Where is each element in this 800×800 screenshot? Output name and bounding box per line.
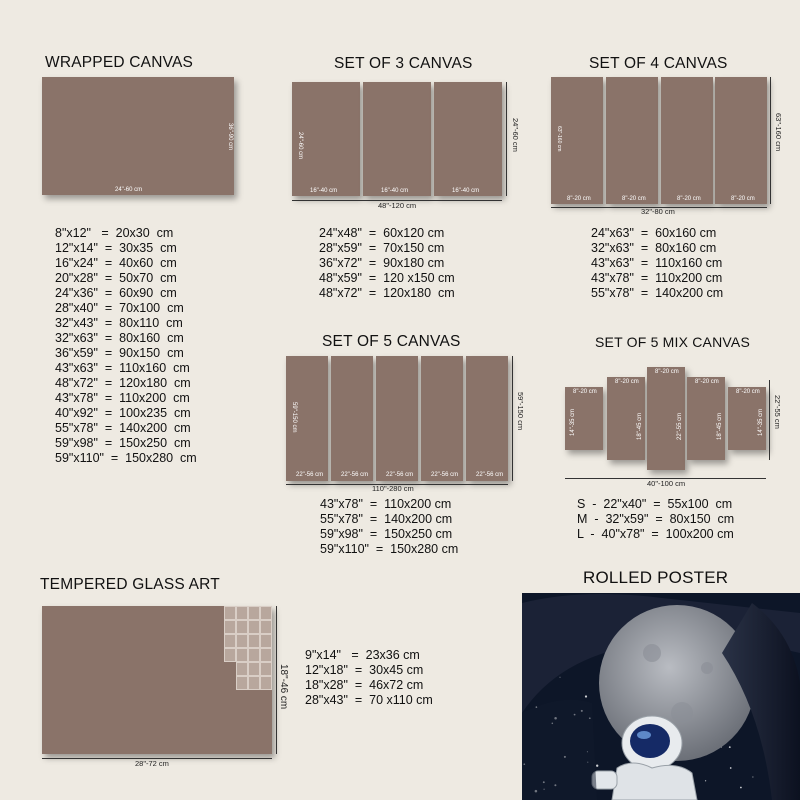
size-row: 24"x48" = 60x120 cm bbox=[319, 226, 445, 240]
size-row: 28"x40" = 70x100 cm bbox=[55, 301, 184, 315]
size-row: 28"x59" = 70x150 cm bbox=[319, 241, 445, 255]
set4-panel-label-1: 8"-20 cm bbox=[567, 196, 591, 202]
size-row: 55"x78" = 140x200 cm bbox=[591, 286, 724, 300]
glass-reflection-cell bbox=[260, 662, 272, 676]
star bbox=[560, 677, 561, 678]
size-row: 40"x92" = 100x235 cm bbox=[55, 406, 191, 420]
glass-reflection-cell bbox=[260, 648, 272, 662]
set4-size-list bbox=[591, 226, 723, 301]
size-row: 24"x36" = 60x90 cm bbox=[55, 286, 177, 300]
glass-size-list bbox=[305, 648, 433, 708]
wrapped-width-label: 24"-60 cm bbox=[115, 187, 143, 193]
set5-panel-height-label: 59"-150 cm bbox=[291, 402, 297, 433]
size-row: 20"x28" = 50x70 cm bbox=[55, 271, 177, 285]
size-row: 43"x78" = 110x200 cm bbox=[320, 497, 452, 511]
glass-reflection-cell bbox=[236, 634, 248, 648]
glass-reflection-cell bbox=[224, 634, 236, 648]
size-row: 36"x72" = 90x180 cm bbox=[319, 256, 445, 270]
set4-title: SET OF 4 CANVAS bbox=[589, 55, 728, 72]
glass-reflection-cell bbox=[260, 634, 272, 648]
set5-panel-4 bbox=[421, 356, 463, 481]
set4-panel-2 bbox=[606, 77, 658, 204]
glass-title: TEMPERED GLASS ART bbox=[40, 576, 220, 593]
glass-reflection-cell bbox=[248, 620, 260, 634]
mix5-total-width-label: 40"-100 cm bbox=[647, 479, 686, 488]
star bbox=[585, 695, 587, 697]
star bbox=[729, 746, 731, 748]
star bbox=[740, 787, 742, 789]
size-row: 32"x63" = 80x160 cm bbox=[55, 331, 184, 345]
glass-reflection-cell bbox=[248, 676, 260, 690]
mix5-height-label-3: 22"-55 cm bbox=[677, 412, 683, 440]
star bbox=[705, 780, 706, 781]
mix5-height-label: 22"-55 cm bbox=[773, 395, 782, 429]
set5-panel-2 bbox=[331, 356, 373, 481]
size-row: 32"x43" = 80x110 cm bbox=[55, 316, 183, 330]
glass-reflection-cell bbox=[248, 648, 260, 662]
glass-reflection-cell bbox=[236, 620, 248, 634]
size-row: 48"x72" = 120x180 cm bbox=[319, 286, 455, 300]
glass-reflection-cell bbox=[236, 662, 248, 676]
glass-reflection-cell bbox=[248, 662, 260, 676]
set5-panel-label-5: 22"-56 cm bbox=[476, 472, 504, 478]
set4-total-width-label: 32"-80 cm bbox=[641, 207, 675, 216]
glass-reflection-cell bbox=[224, 648, 236, 662]
glass-reflection-cell bbox=[248, 634, 260, 648]
set4-panel-3 bbox=[661, 77, 713, 204]
set5-title: SET OF 5 CANVAS bbox=[322, 333, 461, 350]
wrapped-canvas-title: WRAPPED CANVAS bbox=[45, 54, 194, 71]
rolled-poster-image bbox=[522, 593, 800, 800]
set3-height-line bbox=[506, 82, 507, 196]
size-row: 59"x110" = 150x280 cm bbox=[320, 542, 459, 556]
set5-size-list bbox=[320, 497, 458, 557]
wrapped-size-list bbox=[55, 226, 197, 466]
set5-panel-label-1: 22"-56 cm bbox=[296, 472, 324, 478]
size-row: 43"x63" = 110x160 cm bbox=[55, 361, 190, 375]
mix5-panel-label-2: 8"-20 cm bbox=[615, 379, 639, 385]
set3-panel-3 bbox=[434, 82, 502, 196]
poster-title: ROLLED POSTER bbox=[583, 568, 729, 587]
glass-reflection-cell bbox=[224, 606, 236, 620]
mix5-height-label-1: 14"-35 cm bbox=[570, 408, 576, 436]
size-row: 12"x18" = 30x45 cm bbox=[305, 663, 424, 677]
size-row: 28"x43" = 70 x110 cm bbox=[305, 693, 433, 707]
glass-panel bbox=[42, 606, 272, 754]
set5-panel-3 bbox=[376, 356, 418, 481]
glass-reflection-cell bbox=[248, 606, 260, 620]
size-row: 24"x63" = 60x160 cm bbox=[591, 226, 717, 240]
set4-height-line bbox=[770, 77, 771, 204]
glass-reflection-cell bbox=[260, 676, 272, 690]
set3-panel-label-2: 16"-40 cm bbox=[381, 188, 409, 194]
wrapped-height-label: 36"-90 cm bbox=[227, 123, 233, 151]
size-row: L - 40"x78" = 100x200 cm bbox=[577, 527, 734, 541]
size-row: 43"x78" = 110x200 cm bbox=[591, 271, 723, 285]
size-row: M - 32"x59" = 80x150 cm bbox=[577, 512, 735, 526]
glass-reflection-cell bbox=[236, 676, 248, 690]
set4-panel-4 bbox=[715, 77, 767, 204]
set4-panel-height-label: 63"-160 cm bbox=[556, 126, 562, 152]
star bbox=[752, 776, 753, 777]
mix5-panel-label-1: 8"-20 cm bbox=[573, 389, 597, 395]
set5-panel-label-2: 22"-56 cm bbox=[341, 472, 369, 478]
set4-height-label: 63"-160 cm bbox=[774, 113, 783, 152]
size-row: 18"x28" = 46x72 cm bbox=[305, 678, 424, 692]
size-row: 59"x98" = 150x250 cm bbox=[320, 527, 453, 541]
size-row: 12"x14" = 30x35 cm bbox=[55, 241, 177, 255]
mix5-height-label-5: 14"-35 cm bbox=[758, 408, 764, 436]
mix5-panel-label-3: 8"-20 cm bbox=[655, 369, 679, 375]
set5-panel-label-3: 22"-56 cm bbox=[386, 472, 414, 478]
set5-panel-label-4: 22"-56 cm bbox=[431, 472, 459, 478]
set5-height-label: 59"-150 cm bbox=[516, 392, 525, 431]
astronaut-poster-illustration bbox=[522, 593, 800, 800]
size-row: S - 22"x40" = 55x100 cm bbox=[577, 497, 733, 511]
mix5-height-label-2: 18"-45 cm bbox=[637, 412, 643, 440]
star bbox=[730, 767, 732, 769]
glass-reflection-cell bbox=[236, 606, 248, 620]
size-row: 55"x78" = 140x200 cm bbox=[55, 421, 191, 435]
size-row: 8"x12" = 20x30 cm bbox=[55, 226, 174, 240]
size-row: 16"x24" = 40x60 cm bbox=[55, 256, 177, 270]
size-row: 55"x78" = 140x200 cm bbox=[320, 512, 453, 526]
glass-reflection-cell bbox=[260, 606, 272, 620]
star bbox=[596, 765, 598, 767]
set4-panel-label-3: 8"-20 cm bbox=[677, 196, 701, 202]
set5-total-width-label: 110"-280 cm bbox=[372, 484, 414, 493]
glass-width-label: 28"-72 cm bbox=[135, 759, 169, 768]
set3-panel-height-label: 24"-60 cm bbox=[297, 132, 303, 160]
size-row: 9"x14" = 23x36 cm bbox=[305, 648, 420, 662]
set4-panel-label-2: 8"-20 cm bbox=[622, 196, 646, 202]
set4-panel-label-4: 8"-20 cm bbox=[731, 196, 755, 202]
wrapped-canvas-panel bbox=[42, 77, 234, 195]
size-row: 59"x110" = 150x280 cm bbox=[55, 451, 197, 465]
size-row: 43"x63" = 110x160 cm bbox=[591, 256, 723, 270]
set5-panel-5 bbox=[466, 356, 508, 481]
glass-reflection-cell bbox=[236, 648, 248, 662]
size-row: 32"x63" = 80x160 cm bbox=[591, 241, 717, 255]
mix5-panel-label-5: 8"-20 cm bbox=[736, 389, 760, 395]
set3-panel-label-3: 16"-40 cm bbox=[452, 188, 480, 194]
set3-total-width-label: 48"-120 cm bbox=[378, 201, 417, 210]
size-row: 43"x78" = 110x200 cm bbox=[55, 391, 190, 405]
set3-panel-2 bbox=[363, 82, 431, 196]
glass-height-line bbox=[276, 606, 277, 754]
set3-title: SET OF 3 CANVAS bbox=[334, 55, 473, 72]
mix5-panel-label-4: 8"-20 cm bbox=[695, 379, 719, 385]
mix5-height-label-4: 18"-45 cm bbox=[717, 412, 723, 440]
size-row: 48"x72" = 120x180 cm bbox=[55, 376, 191, 390]
size-row: 48"x59" = 120 x150 cm bbox=[319, 271, 455, 285]
glass-reflection-cell bbox=[224, 620, 236, 634]
glass-height-label: 18"-46 cm bbox=[278, 664, 289, 710]
set5-height-line bbox=[512, 356, 513, 481]
set3-size-list bbox=[319, 226, 455, 301]
mix5-height-line bbox=[769, 380, 770, 460]
mix5-size-list bbox=[577, 497, 734, 542]
glass-reflection-cell bbox=[260, 620, 272, 634]
set3-panel-label-1: 16"-40 cm bbox=[310, 188, 338, 194]
set3-height-label: 24"-60 cm bbox=[511, 118, 520, 152]
mix5-title: SET OF 5 MIX CANVAS bbox=[595, 334, 750, 350]
size-row: 36"x59" = 90x150 cm bbox=[55, 346, 184, 360]
size-row: 59"x98" = 150x250 cm bbox=[55, 436, 191, 450]
